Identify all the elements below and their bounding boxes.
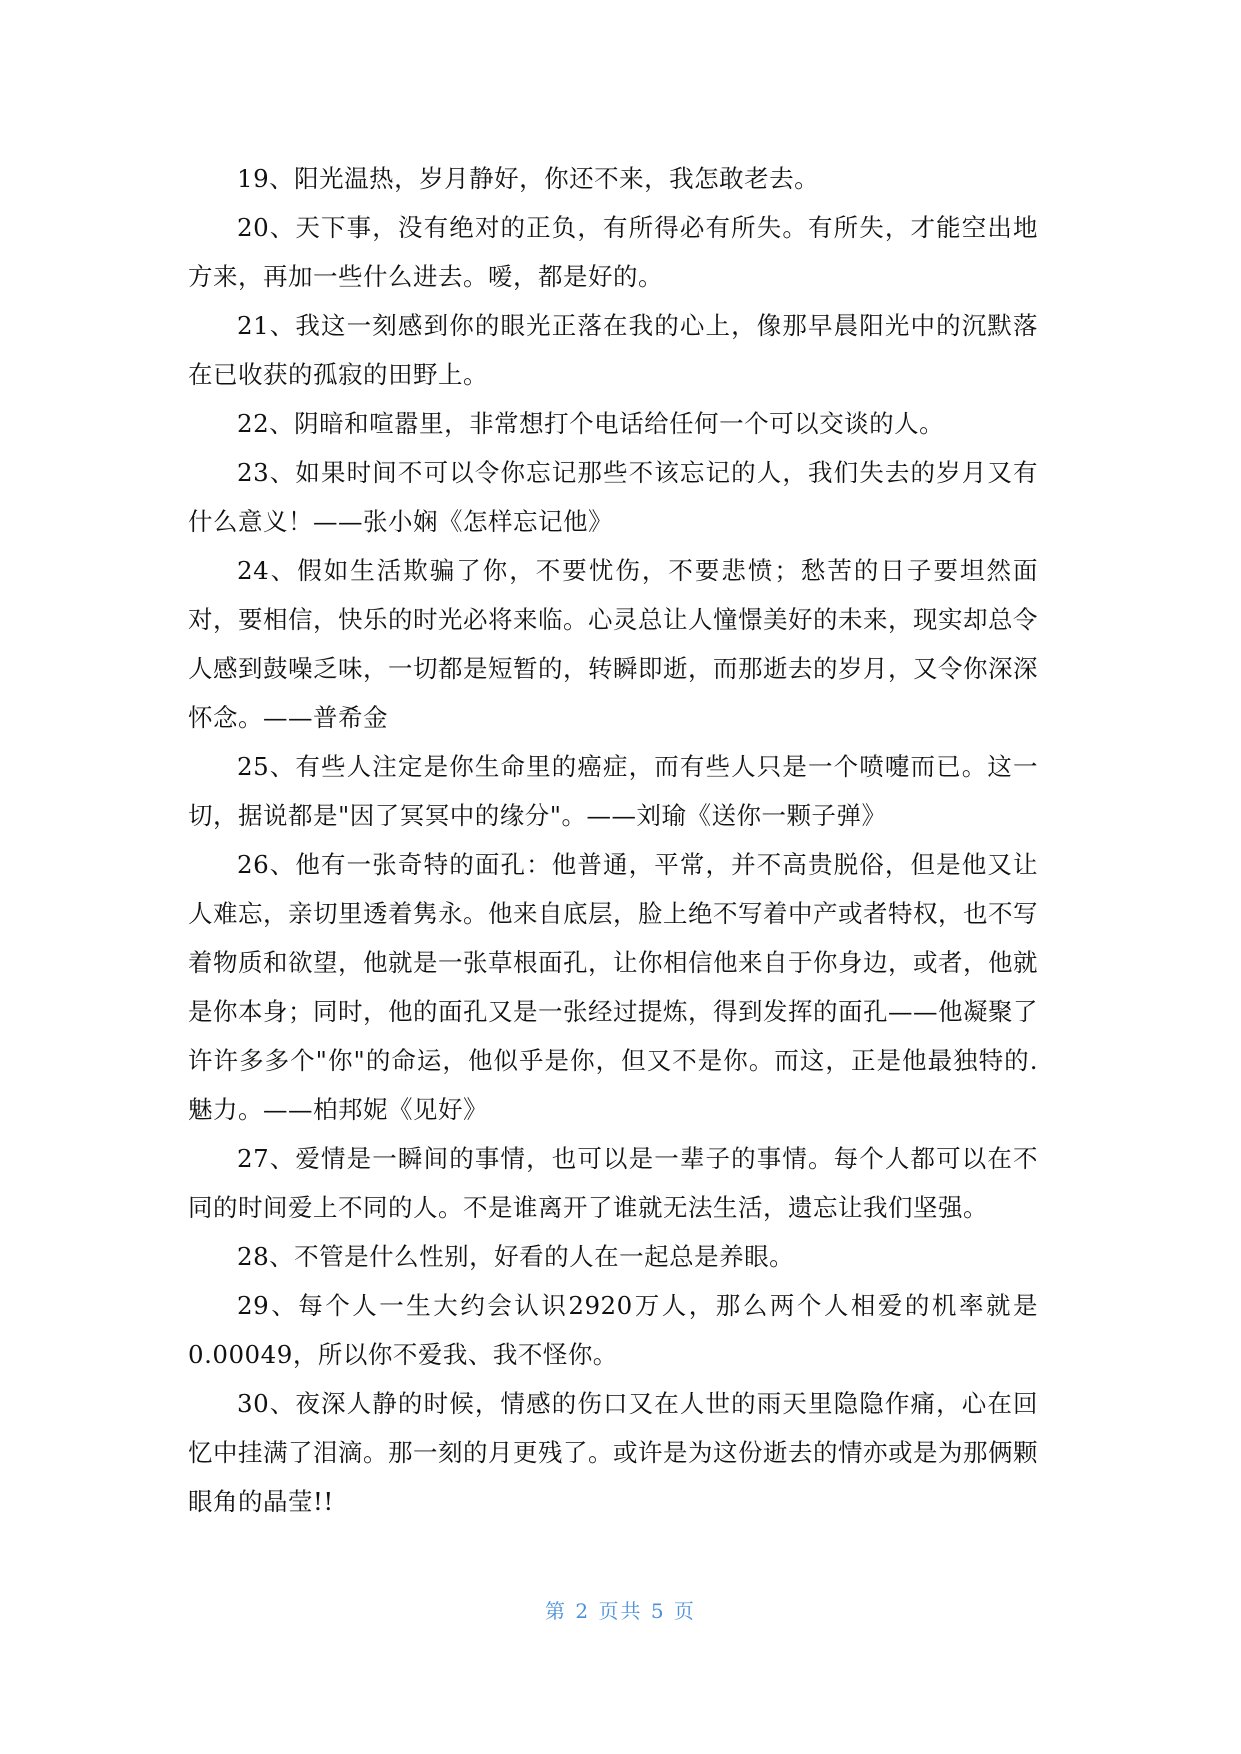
paragraph-19: 19、阳光温热，岁月静好，你还不来，我怎敢老去。 (237, 164, 820, 193)
paragraph-30: 30、夜深人静的时候，情感的伤口又在人世的雨天里隐隐作痛，心在回忆中挂满了泪滴。那一刻的月更残了。或许是为这份逝去的情亦或是为那俩颗眼角的晶莹!! (188, 1389, 1038, 1516)
paragraph-21: 21、我这一刻感到你的眼光正落在我的心上，像那早晨阳光中的沉默落在已收获的孤寂的田野上。 (188, 311, 1038, 389)
paragraph-25: 25、有些人注定是你生命里的癌症，而有些人只是一个喷嚏而已。这一切，据说都是"因了冥冥中的缘分"。——刘瑜《送你一颗子弹》 (188, 752, 1038, 830)
paragraph-20: 20、天下事，没有绝对的正负，有所得必有所失。有所失，才能空出地方来，再加一些什么进去。嗳，都是好的。 (188, 213, 1038, 291)
paragraph-24: 24、假如生活欺骗了你，不要忧伤，不要悲愤；愁苦的日子要坦然面对，要相信，快乐的时光必将来临。心灵总让人憧憬美好的未来，现实却总令人感到鼓噪乏味，一切都是短暂的，转瞬即逝，而那逝去的岁月，又令你深深怀念。——普希金 (188, 556, 1038, 732)
paragraph-22: 22、阴暗和喧嚣里，非常想打个电话给任何一个可以交谈的人。 (237, 409, 945, 438)
paragraph-28: 28、不管是什么性别，好看的人在一起总是养眼。 (237, 1242, 795, 1271)
paragraph-27: 27、爱情是一瞬间的事情，也可以是一辈子的事情。每个人都可以在不同的时间爱上不同的人。不是谁离开了谁就无法生活，遗忘让我们坚强。 (188, 1144, 1038, 1222)
paragraph-29: 29、每个人一生大约会认识2920万人，那么两个人相爱的机率就是0.00049，所以你不爱我、我不怪你。 (188, 1291, 1038, 1369)
paragraph-26: 26、他有一张奇特的面孔：他普通，平常，并不高贵脱俗，但是他又让人难忘，亲切里透着隽永。他来自底层，脸上绝不写着中产或者特权，也不写着物质和欲望，他就是一张草根面孔，让你相信他来自于你身边，或者，他就是你本身；同时，他的面孔又是一张经过提炼，得到发挥的面孔——他凝聚了许许多多个"你"的命运，他似乎是你，但又不是你。而这，正是他最独特的.魅力。——柏邦妮《见好》 (188, 850, 1038, 1124)
document-body (188, 154, 1038, 1526)
paragraph-23: 23、如果时间不可以令你忘记那些不该忘记的人，我们失去的岁月又有什么意义！——张小娴《怎样忘记他》 (188, 458, 1038, 536)
page-number-footer: 第 2 页共 5 页 (545, 1599, 696, 1623)
